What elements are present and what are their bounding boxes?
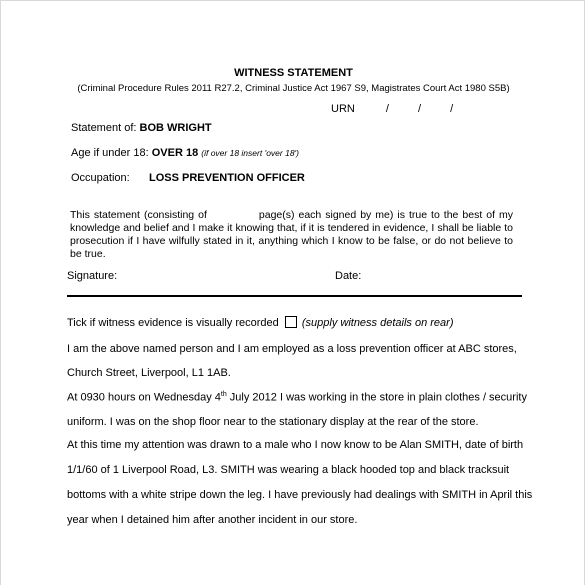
declaration-part2: page(s) each signed by me) is true to the best of my knowledge and belief and I make it knowing that, if it is tendered in evidence, I shall be liable to prosecution if I have wilfully stated in it, anything which I know to be false, or do not believe to be true.	[70, 209, 513, 260]
occupation-value-wrap	[149, 172, 305, 184]
section-divider	[67, 295, 522, 297]
urn-slash-2: /	[418, 103, 422, 115]
age-note: (if over 18 insert 'over 18')	[201, 148, 299, 158]
statement-line-3-sup: th	[220, 391, 227, 398]
document-title: WITNESS STATEMENT	[234, 67, 353, 79]
statement-line-3a: At 0930 hours on Wednesday 4	[67, 391, 221, 404]
urn-slash-3: /	[450, 103, 454, 115]
statement-of-label: Statement of:	[71, 122, 137, 134]
document-subtitle: (Criminal Procedure Rules 2011 R27.2, Criminal Justice Act 1967 S9, Magistrates Court Act 1980 S5B)	[77, 83, 510, 94]
tick-row	[67, 316, 453, 329]
declaration-paragraph	[70, 209, 513, 261]
age-label: Age if under 18:	[71, 147, 149, 159]
date-label: Date:	[335, 270, 362, 282]
statement-line-1: I am the above named person and I am employed as a loss prevention officer at ABC stores,	[67, 343, 517, 355]
tick-label: Tick if witness evidence is visually recorded	[67, 317, 279, 329]
statement-line-3	[67, 391, 527, 404]
occupation-label: Occupation:	[71, 172, 130, 184]
age-row	[71, 147, 299, 159]
statement-line-6: 1/1/60 of 1 Liverpool Road, L3. SMITH was wearing a black hooded top and black tracksuit	[67, 464, 510, 476]
statement-of-value: BOB WRIGHT	[139, 122, 212, 134]
visually-recorded-checkbox[interactable]	[285, 316, 297, 328]
urn-slash-1: /	[385, 103, 389, 115]
declaration-part1: This statement (consisting of	[70, 209, 207, 221]
statement-line-4: uniform. I was on the shop floor near to the stationary display at the rear of the store.	[67, 416, 479, 428]
urn-field	[331, 103, 453, 115]
statement-of-row	[71, 122, 212, 134]
statement-line-3b: July 2012 I was working in the store in plain clothes / security	[226, 391, 527, 404]
statement-line-5: At this time my attention was drawn to a male who I now know to be Alan SMITH, date of birth	[67, 439, 524, 451]
statement-line-2: Church Street, Liverpool, L1 1AB.	[67, 367, 231, 379]
occupation-row	[71, 172, 130, 184]
signature-label: Signature:	[67, 270, 118, 282]
age-value: OVER 18	[151, 147, 199, 159]
statement-line-8: year when I detained him after another incident in our store.	[67, 514, 358, 526]
tick-note: (supply witness details on rear)	[301, 317, 454, 329]
occupation-value: LOSS PREVENTION OFFICER	[149, 172, 305, 184]
urn-label: URN	[331, 103, 355, 115]
statement-line-7: bottoms with a white stripe down the leg. I have previously had dealings with SMITH in April this	[67, 489, 533, 501]
